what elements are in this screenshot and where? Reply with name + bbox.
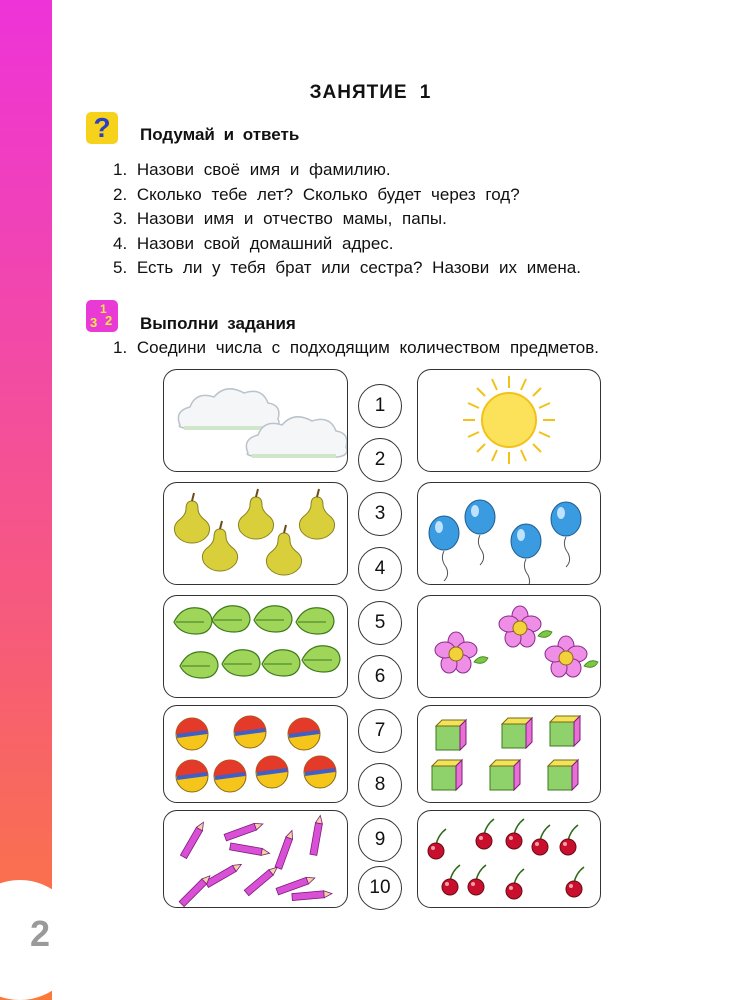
number-circle[interactable]: 6 xyxy=(358,655,402,699)
flowers-picture xyxy=(417,595,601,698)
clouds-picture xyxy=(163,369,348,472)
question-icon: ? xyxy=(86,112,118,144)
cubes-picture xyxy=(417,705,601,803)
list-item: 4. Назови свой домашний адрес. xyxy=(113,233,394,253)
leaf-icon xyxy=(212,606,250,632)
balloon-icon xyxy=(551,502,581,567)
side-strip xyxy=(0,0,52,1000)
numbers-icon-digit: 1 xyxy=(100,302,107,316)
cube-icon xyxy=(550,716,580,746)
ball-icon xyxy=(288,718,320,750)
balloon-icon xyxy=(465,500,495,565)
cherry-icon xyxy=(476,819,494,849)
cherry-icon xyxy=(468,865,486,895)
section1-list xyxy=(113,158,581,281)
numbers-icon-digit: 2 xyxy=(105,313,113,328)
balloons-picture xyxy=(417,482,601,585)
pear-icon xyxy=(299,489,334,539)
leaf-icon xyxy=(174,608,212,634)
pencil-icon xyxy=(310,815,324,856)
list-item: 5. Есть ли у тебя брат или сестра? Назови их имена. xyxy=(113,258,581,277)
pear-icon xyxy=(174,493,209,543)
pears-picture xyxy=(163,482,348,585)
sun-picture xyxy=(417,369,601,472)
ball-icon xyxy=(256,756,288,788)
pencils-picture xyxy=(163,810,348,908)
number-circle[interactable]: 3 xyxy=(358,492,402,536)
flower-icon xyxy=(499,606,552,647)
cherry-icon xyxy=(532,825,550,855)
leaf-icon xyxy=(254,606,292,632)
pencil-icon xyxy=(224,821,264,841)
leaf-icon xyxy=(262,650,300,676)
flower-icon xyxy=(545,636,598,677)
pencil-icon xyxy=(230,843,271,857)
pencil-icon xyxy=(179,873,212,906)
number-circle[interactable]: 5 xyxy=(358,601,402,645)
ball-icon xyxy=(234,716,266,748)
page-number: 2 xyxy=(30,913,51,954)
number-circle[interactable]: 4 xyxy=(358,547,402,591)
numbers-icon xyxy=(86,300,118,332)
leaf-icon xyxy=(296,608,334,634)
ball-icon xyxy=(176,718,208,750)
number-circle[interactable]: 9 xyxy=(358,818,402,862)
number-circle[interactable]: 7 xyxy=(358,709,402,753)
ball-icon xyxy=(176,760,208,792)
leaves-picture xyxy=(163,595,348,698)
cherry-icon xyxy=(506,819,524,849)
cube-icon xyxy=(548,760,578,790)
pencil-icon xyxy=(180,820,206,858)
cube-icon xyxy=(502,718,532,748)
list-item: 2. Сколько тебе лет? Сколько будет через год? xyxy=(113,184,520,204)
section2-heading: Выполни задания xyxy=(140,314,296,333)
pencil-icon xyxy=(244,865,279,896)
sun-icon xyxy=(463,376,555,464)
cherry-icon xyxy=(506,869,524,899)
list-item: 1. Соедини числа с подходящим количеством предметов. xyxy=(113,338,599,357)
pear-icon xyxy=(266,525,301,575)
list-item: 3. Назови имя и отчество мамы, папы. xyxy=(113,209,447,228)
lesson-title: ЗАНЯТИЕ 1 xyxy=(309,82,432,103)
ball-icon xyxy=(304,756,336,788)
cube-icon xyxy=(436,720,466,750)
number-circle[interactable]: 10 xyxy=(358,866,402,910)
number-circle[interactable]: 2 xyxy=(358,438,402,482)
cube-icon xyxy=(490,760,520,790)
pencil-icon xyxy=(292,890,332,900)
balloon-icon xyxy=(511,524,541,584)
cherry-icon xyxy=(428,829,446,859)
cherry-icon xyxy=(442,865,460,895)
cherry-icon xyxy=(560,825,578,855)
balls-picture xyxy=(163,705,348,803)
cloud-icon xyxy=(178,389,279,429)
section1-heading: Подумай и ответь xyxy=(140,125,300,144)
cube-icon xyxy=(432,760,462,790)
number-circle[interactable]: 1 xyxy=(358,384,402,428)
flower-icon xyxy=(435,632,488,673)
leaf-icon xyxy=(302,646,340,672)
cherry-icon xyxy=(566,867,584,897)
balloon-icon xyxy=(429,516,459,581)
pear-icon xyxy=(238,489,273,539)
ball-icon xyxy=(214,760,246,792)
number-circle[interactable]: 8 xyxy=(358,763,402,807)
cherries-picture xyxy=(417,810,601,908)
numbers-icon-digit: 3 xyxy=(90,315,98,330)
leaf-icon xyxy=(222,650,260,676)
section2-list xyxy=(113,336,599,361)
leaf-icon xyxy=(180,652,218,678)
pencil-icon xyxy=(205,861,243,887)
list-item: 1. Назови своё имя и фамилию. xyxy=(113,160,391,179)
pencil-icon xyxy=(275,829,295,869)
